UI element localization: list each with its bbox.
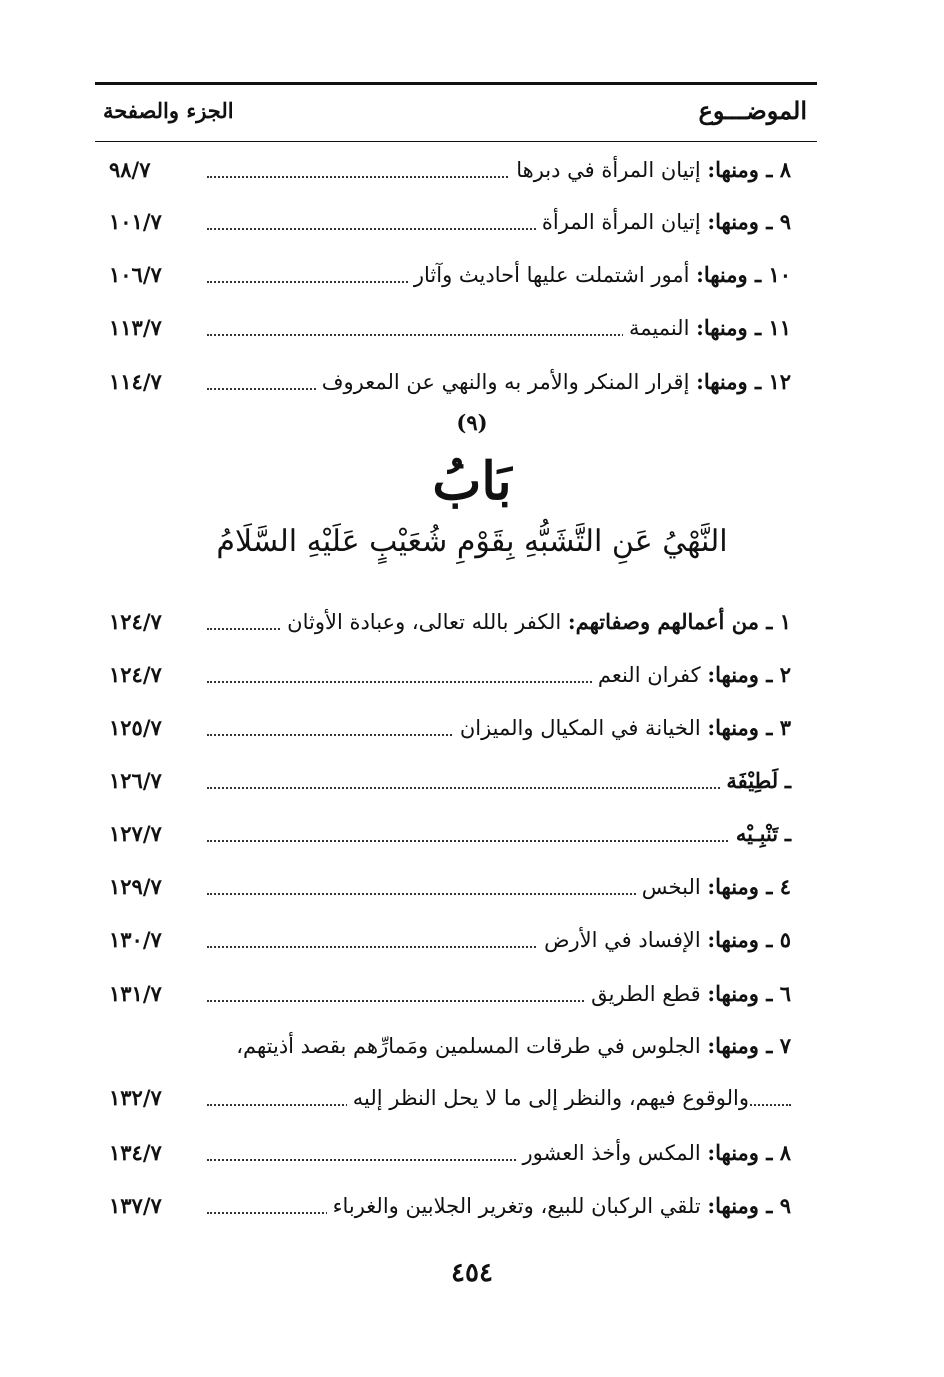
entry-text: كفران النعم — [597, 663, 701, 687]
entry-title — [454, 712, 791, 744]
entry-page: ١٣٠/٧ — [109, 927, 162, 952]
toc-entry — [95, 206, 817, 246]
entry-number: ـ — [784, 821, 791, 846]
entry-number: ٤ ـ ومنها: — [707, 874, 791, 899]
entry-number: ٨ ـ ومنها: — [707, 157, 791, 182]
entry-text: تَنْبِـيْه — [735, 821, 779, 846]
entry-page: ١٣٤/٧ — [109, 1140, 162, 1165]
toc-entry — [95, 818, 817, 858]
entry-text-line1: الجلوس في طرقات المسلمين ومَمارِّهم بقصد أذيتهم، — [236, 1034, 701, 1058]
entry-page: ١٢٥/٧ — [109, 715, 162, 740]
entry-text: الإفساد في الأرض — [544, 928, 701, 952]
entry-text: إتيان المرأة في دبرها — [516, 158, 701, 182]
entry-text: المكس وأخذ العشور — [522, 1141, 701, 1165]
entry-number: ٢ ـ ومنها: — [707, 662, 791, 687]
entry-number: ١٢ ـ ومنها: — [696, 369, 791, 394]
entry-page: ١٢٧/٧ — [109, 821, 162, 846]
toc-entry — [95, 366, 817, 406]
entry-title — [623, 312, 791, 344]
entry-number: ٩ ـ ومنها: — [707, 209, 791, 234]
toc-entry — [95, 259, 817, 299]
entry-title — [510, 154, 791, 186]
toc-entry-multiline — [95, 1030, 817, 1070]
entry-title — [408, 259, 791, 291]
section-subtitle: النَّهْيُ عَنِ التَّشَبُّهِ بِقَوْمِ شُعَيْبٍ عَلَيْهِ السَّلَامُ — [216, 524, 728, 559]
entry-title — [636, 871, 791, 903]
entry-number: ١٠ ـ ومنها: — [696, 262, 791, 287]
entry-page: ١١٣/٧ — [109, 315, 162, 340]
toc-entry — [95, 154, 817, 194]
dot-leader — [207, 840, 791, 842]
page-number: ٤٥٤ — [451, 1258, 493, 1288]
entry-text: البخس — [641, 875, 701, 899]
section-number: (٩) — [456, 410, 488, 435]
top-rule — [95, 82, 817, 85]
entry-page: ١٠٦/٧ — [109, 262, 162, 287]
entry-page: ١٣٢/٧ — [109, 1085, 162, 1110]
entry-text: قطع الطريق — [591, 982, 701, 1006]
entry-page: ١٣٧/٧ — [109, 1193, 162, 1218]
toc-entry — [95, 871, 817, 911]
entry-text: أمور اشتملت عليها أحاديث وآثار — [413, 263, 690, 287]
topic-column-header: الموضـــوع — [698, 96, 807, 125]
entry-page: ١٢٤/٧ — [109, 662, 162, 687]
entry-title — [230, 1030, 791, 1062]
page-column-header: الجزء والصفحة — [103, 98, 234, 123]
toc-entry — [95, 765, 817, 805]
toc-entry — [95, 659, 817, 699]
entry-number: ٧ ـ ومنها: — [707, 1033, 791, 1058]
entry-title — [720, 765, 791, 797]
entry-number: ٨ ـ ومنها: — [707, 1140, 791, 1165]
entry-page: ١١٤/٧ — [109, 369, 162, 394]
entry-page: ٩٨/٧ — [109, 157, 151, 182]
entry-number: ١١ ـ ومنها: — [696, 315, 791, 340]
entry-number: ـ — [784, 768, 791, 793]
entry-title — [592, 659, 791, 691]
entry-page: ١٣١/٧ — [109, 981, 162, 1006]
toc-entry — [95, 606, 817, 646]
entry-title — [316, 366, 791, 398]
entry-page: ١٢٦/٧ — [109, 768, 162, 793]
entry-number: ٩ ـ ومنها: — [707, 1193, 791, 1218]
toc-entry — [95, 1190, 817, 1230]
toc-entry — [95, 312, 817, 352]
table-header — [95, 96, 817, 136]
entry-text: النميمة — [628, 316, 690, 340]
entry-title — [517, 1137, 791, 1169]
dot-leader — [207, 787, 791, 789]
entry-title — [536, 206, 791, 238]
toc-entry-continuation — [95, 1082, 817, 1122]
header-rule — [95, 141, 817, 142]
entry-text: الكفر بالله تعالى، وعبادة الأوثان — [287, 610, 562, 634]
entry-number: ٣ ـ ومنها: — [707, 715, 791, 740]
entry-number: ٦ ـ ومنها: — [707, 981, 791, 1006]
toc-entry — [95, 1137, 817, 1177]
entry-number: ٥ ـ ومنها: — [707, 927, 791, 952]
entry-text: تلقي الركبان للبيع، وتغرير الجلابين والغرباء — [332, 1194, 701, 1218]
entry-text: لَطِيْفَة — [726, 768, 779, 793]
entry-title — [327, 1190, 791, 1222]
entry-page: ١٢٤/٧ — [109, 609, 162, 634]
entry-title — [585, 978, 791, 1010]
section-title: بَابُ — [432, 451, 512, 512]
toc-entry — [95, 712, 817, 752]
entry-text-line2: والوقوع فيهم، والنظر إلى ما لا يحل النظر إليه — [347, 1082, 749, 1114]
toc-entry — [95, 924, 817, 964]
entry-text: إقرار المنكر والأمر به والنهي عن المعروف — [321, 370, 690, 394]
toc-entry — [95, 978, 817, 1018]
entry-text: الخيانة في المكيال والميزان — [459, 716, 701, 740]
entry-page: ١٠١/٧ — [109, 209, 162, 234]
entry-number: ١ ـ من أعمالهم وصفاتهم: — [567, 609, 791, 634]
entry-text: إتيان المرأة المرأة — [541, 210, 701, 234]
entry-title — [538, 924, 791, 956]
entry-page: ١٢٩/٧ — [109, 874, 162, 899]
entry-title — [730, 818, 791, 850]
entry-title — [281, 606, 791, 638]
